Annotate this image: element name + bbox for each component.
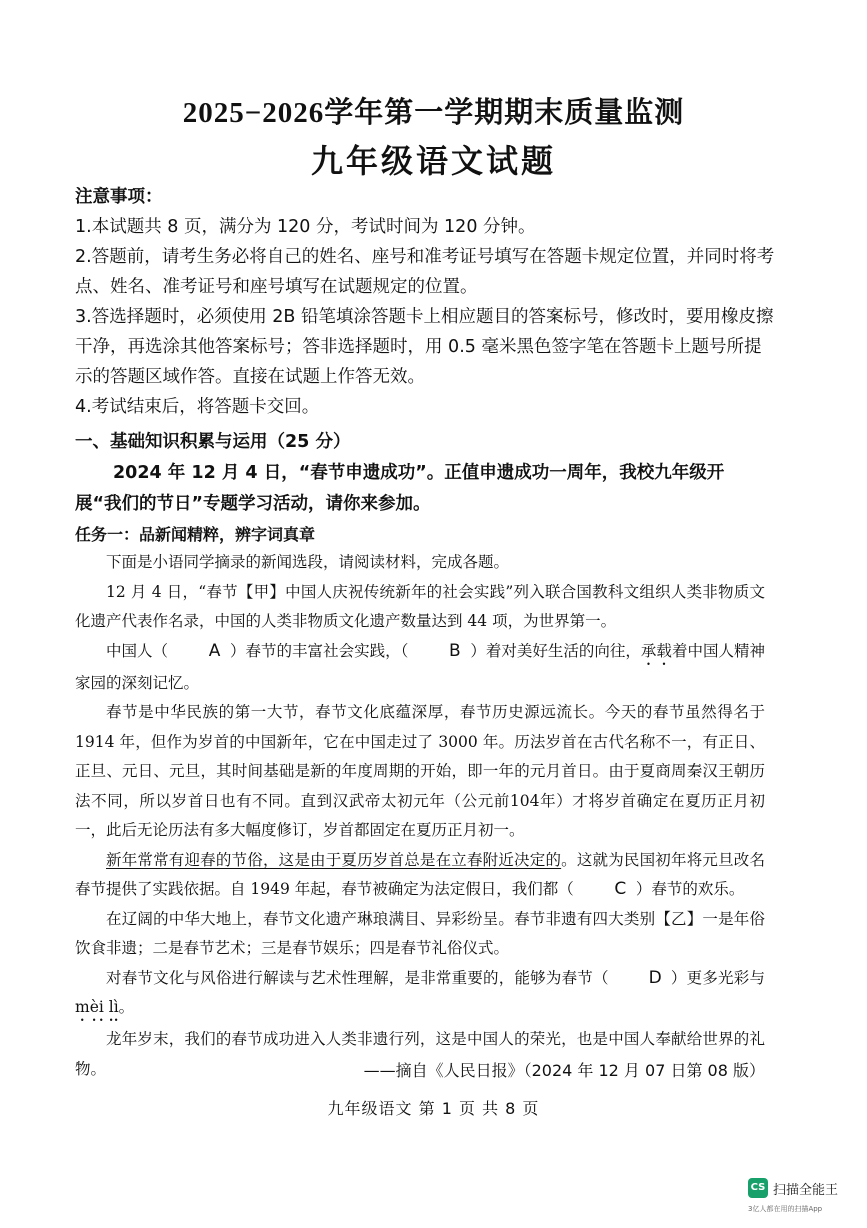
task-heading: 任务一：品新闻精粹，辨字词真章 [75, 525, 316, 544]
text-run: ）着对美好生活的向往， [470, 641, 641, 660]
article-paragraph-3: 春节是中华民族的第一大节，春节文化底蕴深厚，春节历史源远流长。今天的春节虽然得名于 1914 年，但作为岁首的中国新年，它在中国走过了 3000 年。历法岁首在古代名称不一，有正日、正旦、元日、元旦，其时间基础是新的年度周期的开始，即一年的元月首日。由于夏商周秦汉王朝历法不同，所以岁首日也有不同。直到汉武帝太初元年（公元前104年）才将岁首确定在夏历正月初一，此后无论历法有多大幅度修订，岁首都固定在夏历正月初一。 [75, 703, 765, 839]
blank-d: D [648, 967, 662, 988]
notice-item: 4.考试结束后，将答题卡交回。 [75, 397, 320, 417]
blank-a: A [208, 640, 221, 661]
text-run: 着中国人精神家园的深刻记忆。 [75, 641, 765, 692]
pinyin-word: mèi lì [75, 998, 119, 1016]
text-run: ）更多光彩与 [670, 968, 765, 987]
news-excerpt [75, 548, 765, 1084]
notice-item: 3.答选择题时，必须使用 2B 铅笔填涂答题卡上相应题目的答案标号，修改时，要用橡皮擦干净，再选涂其他答案标号；答非选择题时，用 0.5 毫米黑色签字笔在答题卡上题号所提示的答题区域作答。直接在试题上作答无效。 [75, 307, 774, 387]
notice-item: 1.本试题共 8 页，满分为 120 分，考试时间为 120 分钟。 [75, 217, 536, 237]
notice-heading: 注意事项： [75, 187, 163, 207]
article-lead: 下面是小语同学摘录的新闻选段，请阅读材料，完成各题。 [106, 553, 510, 571]
article-paragraph-1: 12 月 4 日，“春节【甲】中国人庆祝传统新年的社会实践”列入联合国教科文组织人类非物质文化遗产代表作名录，中国的人类非物质文化遗产数量达到 44 项，为世界第一。 [75, 582, 765, 630]
scanner-watermark [748, 1178, 858, 1218]
article-source: ——摘自《人民日报》（2024 年 12 月 07 日第 08 版） [363, 1061, 765, 1080]
text-run: ）春节的欢乐。 [635, 880, 745, 898]
section-heading: 一、基础知识积累与运用（25 分） [75, 432, 351, 452]
notice-section [75, 182, 775, 422]
section-intro: 2024 年 12 月 4 日，“春节申遗成功”。正值申遗成功一周年，我校九年级开展“我们的节日”专题学习活动，请你来参加。 [75, 463, 725, 514]
watermark-tagline: 3亿人都在用的扫描App [748, 1205, 823, 1213]
underlined-sentence: 新年常常有迎春的节俗，这是由于夏历岁首总是在立春附近决定的 [106, 850, 562, 869]
article-paragraph-4 [75, 846, 765, 905]
camscanner-logo-icon: CS [748, 1178, 768, 1198]
text-run: 中国人（ [106, 641, 169, 660]
text-run: 。 [118, 998, 135, 1016]
article-paragraph-2 [75, 637, 765, 699]
article-paragraph-7: 龙年岁末，我们的春节成功进入人类非遗行列，这是中国人的荣光，也是中国人奉献给世界的礼物。 [75, 1030, 765, 1078]
dotted-word: 承载 [640, 641, 672, 660]
blank-c: C [614, 879, 627, 899]
exam-subtitle: 九年级语文试题 [310, 142, 556, 180]
notice-item: 2.答题前，请考生务必将自己的姓名、座号和准考证号填写在答题卡规定位置，并同时将考点、姓名、准考证号和座号填写在试题规定的位置。 [75, 247, 775, 297]
article-paragraph-6 [75, 964, 765, 1026]
blank-b: B [449, 640, 461, 661]
text-run: 对春节文化与风俗进行解读与艺术性理解，是非常重要的，能够为春节（ [106, 968, 609, 987]
exam-title: 2025−2026学年第一学期期末质量监测 [182, 97, 685, 129]
page-footer: 九年级语文 第 1 页 共 8 页 [327, 1099, 540, 1118]
text-run: 。这就为民国初年将元旦改名春节提供了实践依据。自 1949 年起，春节被确定为法定假日，我们都（ [75, 850, 765, 898]
text-run: ）春节的丰富社会实践，（ [230, 641, 409, 660]
watermark-name: 扫描全能王 [773, 1183, 839, 1198]
article-paragraph-5: 在辽阔的中华大地上，春节文化遗产琳琅满目、异彩纷呈。春节非遗有四大类别【乙】一是年俗饮食非遗；二是春节艺术；三是春节娱乐；四是春节礼俗仪式。 [75, 909, 765, 957]
